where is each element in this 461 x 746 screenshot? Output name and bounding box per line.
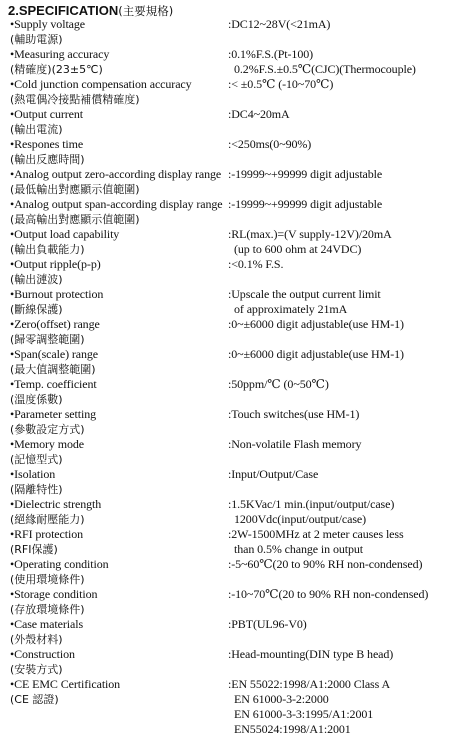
spec-label-en: •Span(scale) range <box>10 347 99 361</box>
spec-label <box>10 167 236 197</box>
spec-label-en: •Respones time <box>10 137 84 151</box>
spec-label-zh: (最高輸出對應顯示值範圍) <box>10 213 140 226</box>
spec-value <box>228 497 461 527</box>
spec-label <box>10 527 236 557</box>
spec-row <box>10 467 461 497</box>
spec-label-en: •Supply voltage <box>10 17 86 31</box>
spec-label <box>10 47 236 77</box>
section-title-en: 2.SPECIFICATION <box>8 3 119 18</box>
spec-label <box>10 77 236 107</box>
spec-row <box>10 197 461 227</box>
section-title <box>8 2 173 17</box>
spec-label <box>10 347 236 377</box>
spec-value <box>228 287 461 317</box>
spec-value-line: :<250ms(0~90%) <box>228 137 312 151</box>
spec-label <box>10 287 236 317</box>
spec-label <box>10 317 236 347</box>
spec-label-zh: (輸出漣波) <box>10 273 63 286</box>
spec-value <box>228 647 461 662</box>
spec-row <box>10 257 461 287</box>
spec-value <box>228 347 461 362</box>
spec-row <box>10 107 461 137</box>
spec-value-line: 1200Vdc(input/output/case) <box>234 512 367 526</box>
spec-label-zh: (使用環境條件) <box>10 573 85 586</box>
spec-label <box>10 467 236 497</box>
spec-row <box>10 647 461 677</box>
spec-label-zh: (斷線保護) <box>10 303 63 316</box>
spec-label-en: •Isolation <box>10 467 56 481</box>
spec-value-line: EN 61000-3-3:1995/A1:2001 <box>234 707 374 721</box>
spec-value-line: EN55024:1998/A1:2001 <box>234 722 351 736</box>
spec-value-line: :Upscale the output current limit <box>228 287 381 301</box>
spec-value-line: than 0.5% change in output <box>234 542 364 556</box>
spec-label-zh: (最大值調整範圍) <box>10 363 96 376</box>
spec-value-line: :EN 55022:1998/A1:2000 Class A <box>228 677 391 691</box>
spec-label <box>10 437 236 467</box>
spec-value-line: :Touch switches(use HM-1) <box>228 407 360 421</box>
spec-value-line: :50ppm/℃ (0~50℃) <box>228 377 329 391</box>
spec-value-line: :0.1%F.S.(Pt-100) <box>228 47 314 61</box>
spec-label <box>10 407 236 437</box>
spec-label <box>10 377 236 407</box>
spec-value-line: :-5~60℃(20 to 90% RH non-condensed) <box>228 557 423 571</box>
spec-value-line: :-10~70℃(20 to 90% RH non-condensed) <box>228 587 429 601</box>
spec-label-zh: (存放環境條件) <box>10 603 85 616</box>
spec-value-line: :Input/Output/Case <box>228 467 319 481</box>
spec-row <box>10 227 461 257</box>
spec-label-en: •Memory mode <box>10 437 84 451</box>
spec-label <box>10 197 236 227</box>
spec-value-line: :0~±6000 digit adjustable(use HM-1) <box>228 347 404 361</box>
spec-label-en: •Analog output span-according display range <box>10 197 223 211</box>
spec-value <box>228 257 461 272</box>
spec-label-zh: (絕緣耐壓能力) <box>10 513 85 526</box>
spec-label-zh: (輸出負載能力) <box>10 243 85 256</box>
spec-label <box>10 227 236 257</box>
spec-label <box>10 557 236 587</box>
spec-row <box>10 407 461 437</box>
spec-value-line: of approximately 21mA <box>234 302 348 316</box>
spec-label-zh: (歸零調整範圍) <box>10 333 85 346</box>
spec-value-line: :-19999~+99999 digit adjustable <box>228 197 383 211</box>
spec-label-zh: (熱電偶冷接點補償精確度) <box>10 93 140 106</box>
spec-value-line: :PBT(UL96-V0) <box>228 617 307 631</box>
spec-label <box>10 497 236 527</box>
spec-value <box>228 77 461 92</box>
spec-list <box>10 17 461 737</box>
spec-value <box>228 437 461 452</box>
spec-label-zh: (溫度係數) <box>10 393 63 406</box>
spec-label-zh: (RFI保護) <box>10 543 58 556</box>
spec-value-line: 0.2%F.S.±0.5℃(CJC)(Thermocouple) <box>234 62 416 76</box>
spec-label-en: •Storage condition <box>10 587 98 601</box>
spec-label-en: •Construction <box>10 647 75 661</box>
spec-value-line: EN 61000-3-2:2000 <box>234 692 329 706</box>
spec-label <box>10 137 236 167</box>
spec-value-line: :0~±6000 digit adjustable(use HM-1) <box>228 317 404 331</box>
spec-value <box>228 677 461 737</box>
spec-label-en: •Case materials <box>10 617 84 631</box>
spec-value-line: (up to 600 ohm at 24VDC) <box>234 242 362 256</box>
spec-row <box>10 137 461 167</box>
spec-label-en: •CE EMC Certification <box>10 677 121 691</box>
spec-row <box>10 17 461 47</box>
spec-label-en: •Parameter setting <box>10 407 97 421</box>
spec-row <box>10 167 461 197</box>
spec-value-line: :Head-mounting(DIN type B head) <box>228 647 394 661</box>
spec-label-en: •Burnout protection <box>10 287 104 301</box>
spec-label-zh: (安裝方式) <box>10 663 63 676</box>
spec-row <box>10 47 461 77</box>
spec-row <box>10 527 461 557</box>
spec-row <box>10 497 461 527</box>
spec-value <box>228 377 461 392</box>
spec-row <box>10 377 461 407</box>
spec-value-line: :-19999~+99999 digit adjustable <box>228 167 383 181</box>
spec-label-en: •Operating condition <box>10 557 109 571</box>
spec-label-en: •Output current <box>10 107 84 121</box>
spec-value <box>228 107 461 122</box>
spec-value <box>228 17 461 32</box>
spec-label <box>10 647 236 677</box>
spec-value <box>228 557 461 572</box>
spec-label-zh: (最低輸出對應顯示值範圍) <box>10 183 140 196</box>
spec-row <box>10 287 461 317</box>
spec-value <box>228 407 461 422</box>
spec-row <box>10 677 461 737</box>
spec-value-line: :DC4~20mA <box>228 107 290 121</box>
spec-label-en: •Measuring accuracy <box>10 47 110 61</box>
spec-label-en: •Analog output zero-according display range <box>10 167 222 181</box>
spec-value <box>228 527 461 557</box>
section-title-zh: (主要規格) <box>118 4 174 18</box>
spec-row <box>10 77 461 107</box>
spec-label-en: •Cold junction compensation accuracy <box>10 77 192 91</box>
spec-value-line: :Non-volatile Flash memory <box>228 437 362 451</box>
spec-label <box>10 107 236 137</box>
spec-label-en: •Temp. coefficient <box>10 377 97 391</box>
spec-value <box>228 617 461 632</box>
spec-label-en: •Output ripple(p-p) <box>10 257 101 271</box>
spec-label <box>10 677 236 707</box>
spec-label-zh: (參數設定方式) <box>10 423 85 436</box>
spec-label-zh: (記憶型式) <box>10 453 63 466</box>
spec-row <box>10 347 461 377</box>
spec-row <box>10 557 461 587</box>
spec-value-line: :<0.1% F.S. <box>228 257 284 271</box>
spec-label-zh: (CE 認證) <box>10 693 59 706</box>
spec-label <box>10 617 236 647</box>
spec-label-zh: (輸出電流) <box>10 123 63 136</box>
spec-label <box>10 257 236 287</box>
spec-label-en: •RFI protection <box>10 527 84 541</box>
spec-value <box>228 317 461 332</box>
spec-value-line: :1.5KVac/1 min.(input/output/case) <box>228 497 395 511</box>
spec-label-zh: (精確度)(23±5℃) <box>10 63 103 76</box>
spec-label-zh: (輸出反應時間) <box>10 153 85 166</box>
spec-value-line: :DC12~28V(<21mA) <box>228 17 331 31</box>
spec-value <box>228 47 461 77</box>
spec-value <box>228 467 461 482</box>
spec-value-line: :2W-1500MHz at 2 meter causes less <box>228 527 404 541</box>
spec-value <box>228 167 461 182</box>
spec-value <box>228 227 461 257</box>
spec-label-zh: (隔離特性) <box>10 483 63 496</box>
spec-label-en: •Dielectric strength <box>10 497 102 511</box>
spec-label-en: •Output load capability <box>10 227 120 241</box>
spec-row <box>10 317 461 347</box>
spec-row <box>10 587 461 617</box>
spec-value <box>228 197 461 212</box>
spec-label-en: •Zero(offset) range <box>10 317 100 331</box>
spec-label-zh: (輔助電源) <box>10 33 63 46</box>
spec-label <box>10 17 236 47</box>
spec-value-line: :< ±0.5℃ (-10~70℃) <box>228 77 334 91</box>
spec-label <box>10 587 236 617</box>
spec-label-zh: (外殼材料) <box>10 633 63 646</box>
spec-row <box>10 617 461 647</box>
spec-value <box>228 137 461 152</box>
spec-value <box>228 587 461 602</box>
spec-row <box>10 437 461 467</box>
spec-value-line: :RL(max.)=(V supply-12V)/20mA <box>228 227 392 241</box>
